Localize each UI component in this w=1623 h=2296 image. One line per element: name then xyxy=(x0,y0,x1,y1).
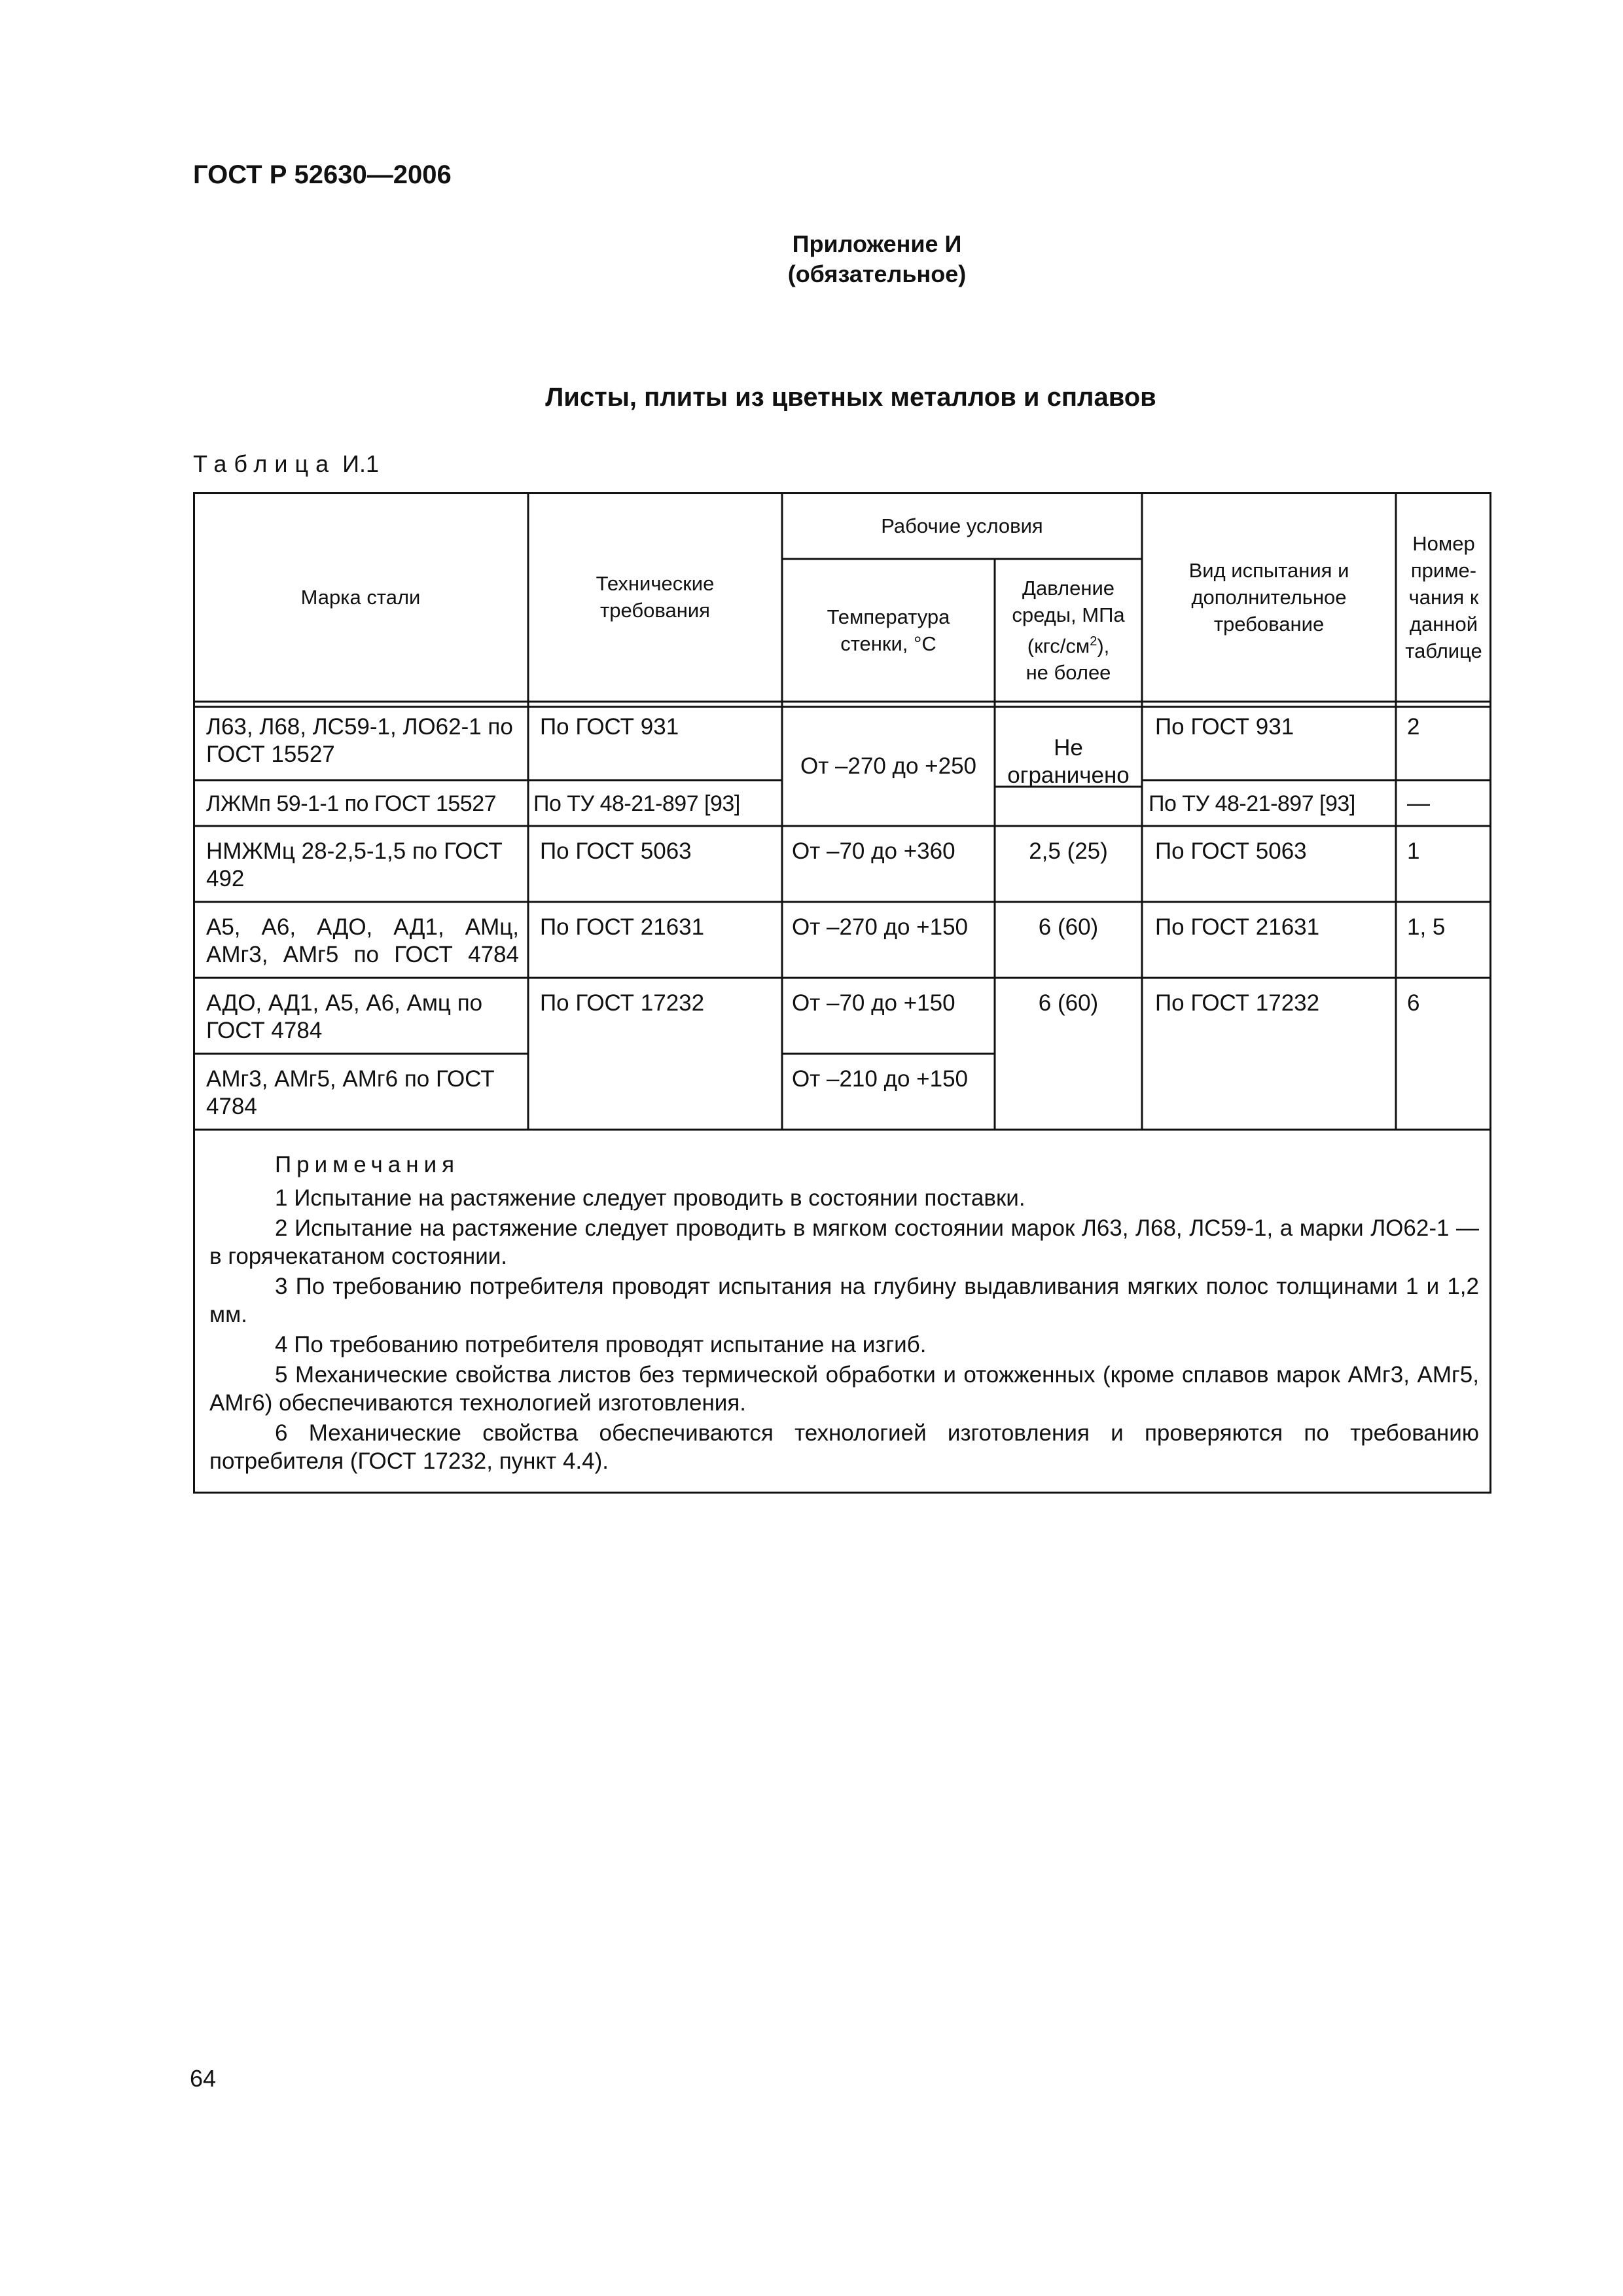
document-code: ГОСТ Р 52630—2006 xyxy=(193,160,452,189)
row4-pressure: 6 (60) xyxy=(1038,914,1099,940)
row2-grade: ЛЖМп 59-1-1 по ГОСТ 15527 xyxy=(206,791,497,816)
row4-temperature: От –270 до +150 xyxy=(792,914,969,940)
row3-tech: По ГОСТ 5063 xyxy=(540,838,692,864)
note-item: 6 Механические свойства обеспечиваются технологией изготовления и проверяются по требованию потребителя (ГОСТ 17232, пункт 4.4). xyxy=(209,1420,1479,1474)
row5-test: По ГОСТ 17232 xyxy=(1155,990,1320,1016)
note-item: 3 По требованию потребителя проводят испытания на глубину выдавливания мягких полос толщинами 1 и 1,2 мм. xyxy=(209,1274,1479,1327)
row6-grade: АМг3, АМг5, АМг6 по ГОСТ 4784 xyxy=(206,1066,495,1119)
header-grade: Марка стали xyxy=(300,585,421,609)
row2-test: По ТУ 48-21-897 [93] xyxy=(1149,791,1355,816)
row4-tech: По ГОСТ 21631 xyxy=(540,914,705,940)
note-item: 5 Механические свойства листов без термической обработки и отожженных (кроме сплавов марок АМг3, АМг5, АМг6) обеспечиваются технологией изготовления. xyxy=(209,1362,1479,1416)
rows1-2-temperature: От –270 до +250 xyxy=(800,753,976,779)
section-title: Листы, плиты из цветных металлов и сплавов xyxy=(545,383,1156,412)
header-pressure-line3: не более xyxy=(1026,661,1111,685)
header-test-type: Вид испытания и дополнительное требование xyxy=(1188,558,1349,636)
row5-temperature: От –70 до +150 xyxy=(792,990,955,1016)
header-note-number: Номер приме- чания к данной таблице xyxy=(1405,531,1482,662)
table-label xyxy=(193,450,379,478)
header-working-conditions: Рабочие условия xyxy=(881,514,1043,537)
row5-grade: АДО, АД1, А5, А6, Амц по ГОСТ 4784 xyxy=(206,990,483,1043)
row6-temperature: От –210 до +150 xyxy=(792,1066,969,1092)
appendix-title: Приложение И xyxy=(792,230,962,257)
row1-test: По ГОСТ 931 xyxy=(1155,714,1294,740)
appendix-heading xyxy=(694,229,1060,289)
row3-test: По ГОСТ 5063 xyxy=(1155,838,1307,864)
row4-test: По ГОСТ 21631 xyxy=(1155,914,1320,940)
header-pressure xyxy=(995,559,1142,702)
row3-temperature: От –70 до +360 xyxy=(792,838,955,864)
page-number: 64 xyxy=(190,2065,217,2092)
note-item: 4 По требованию потребителя проводят испытание на изгиб. xyxy=(275,1332,927,1357)
note-item: 2 Испытание на растяжение следует проводить в мягком состоянии марок Л63, Л68, ЛС59-1, а марки ЛО62-1 — в горячекатаном состоянии. xyxy=(209,1215,1479,1269)
row5-note: 6 xyxy=(1407,990,1420,1016)
row1-tech: По ГОСТ 931 xyxy=(540,714,679,740)
header-tech-req: Технические требования xyxy=(596,572,715,622)
row3-grade: НМЖМц 28-2,5-1,5 по ГОСТ 492 xyxy=(206,838,503,891)
row3-pressure: 2,5 (25) xyxy=(1029,838,1108,864)
header-pressure-line2: $(кгс/см^2)$, xyxy=(1027,634,1110,658)
row2-tech: По ТУ 48-21-897 [93] xyxy=(533,791,740,816)
row4-note: 1, 5 xyxy=(1407,914,1446,940)
notes-title: Примечания xyxy=(275,1152,460,1177)
header-pressure-line1: Давление среды, МПа xyxy=(1012,576,1125,626)
header-temperature: Температура стенки, °С xyxy=(827,605,950,655)
row4-grade: А5, А6, АДО, АД1, АМц, АМг3, АМг5 по ГОСТ 4784 xyxy=(206,914,519,967)
table-label-word: Таблица xyxy=(193,450,336,477)
rows1-2-pressure: Не ограничено xyxy=(1007,735,1130,788)
row1-note: 2 xyxy=(1407,714,1420,740)
row5-pressure: 6 (60) xyxy=(1038,990,1099,1016)
row2-note: — xyxy=(1407,791,1430,816)
table-label-number: И.1 xyxy=(342,450,380,477)
row3-note: 1 xyxy=(1407,838,1420,864)
row1-grade: Л63, Л68, ЛС59-1, ЛО62-1 по ГОСТ 15527 xyxy=(206,714,513,767)
row5-tech: По ГОСТ 17232 xyxy=(540,990,705,1016)
note-item: 1 Испытание на растяжение следует проводить в состоянии поставки. xyxy=(275,1185,1026,1211)
table-notes xyxy=(209,1151,1479,1477)
appendix-subtitle: (обязательное) xyxy=(787,260,967,287)
